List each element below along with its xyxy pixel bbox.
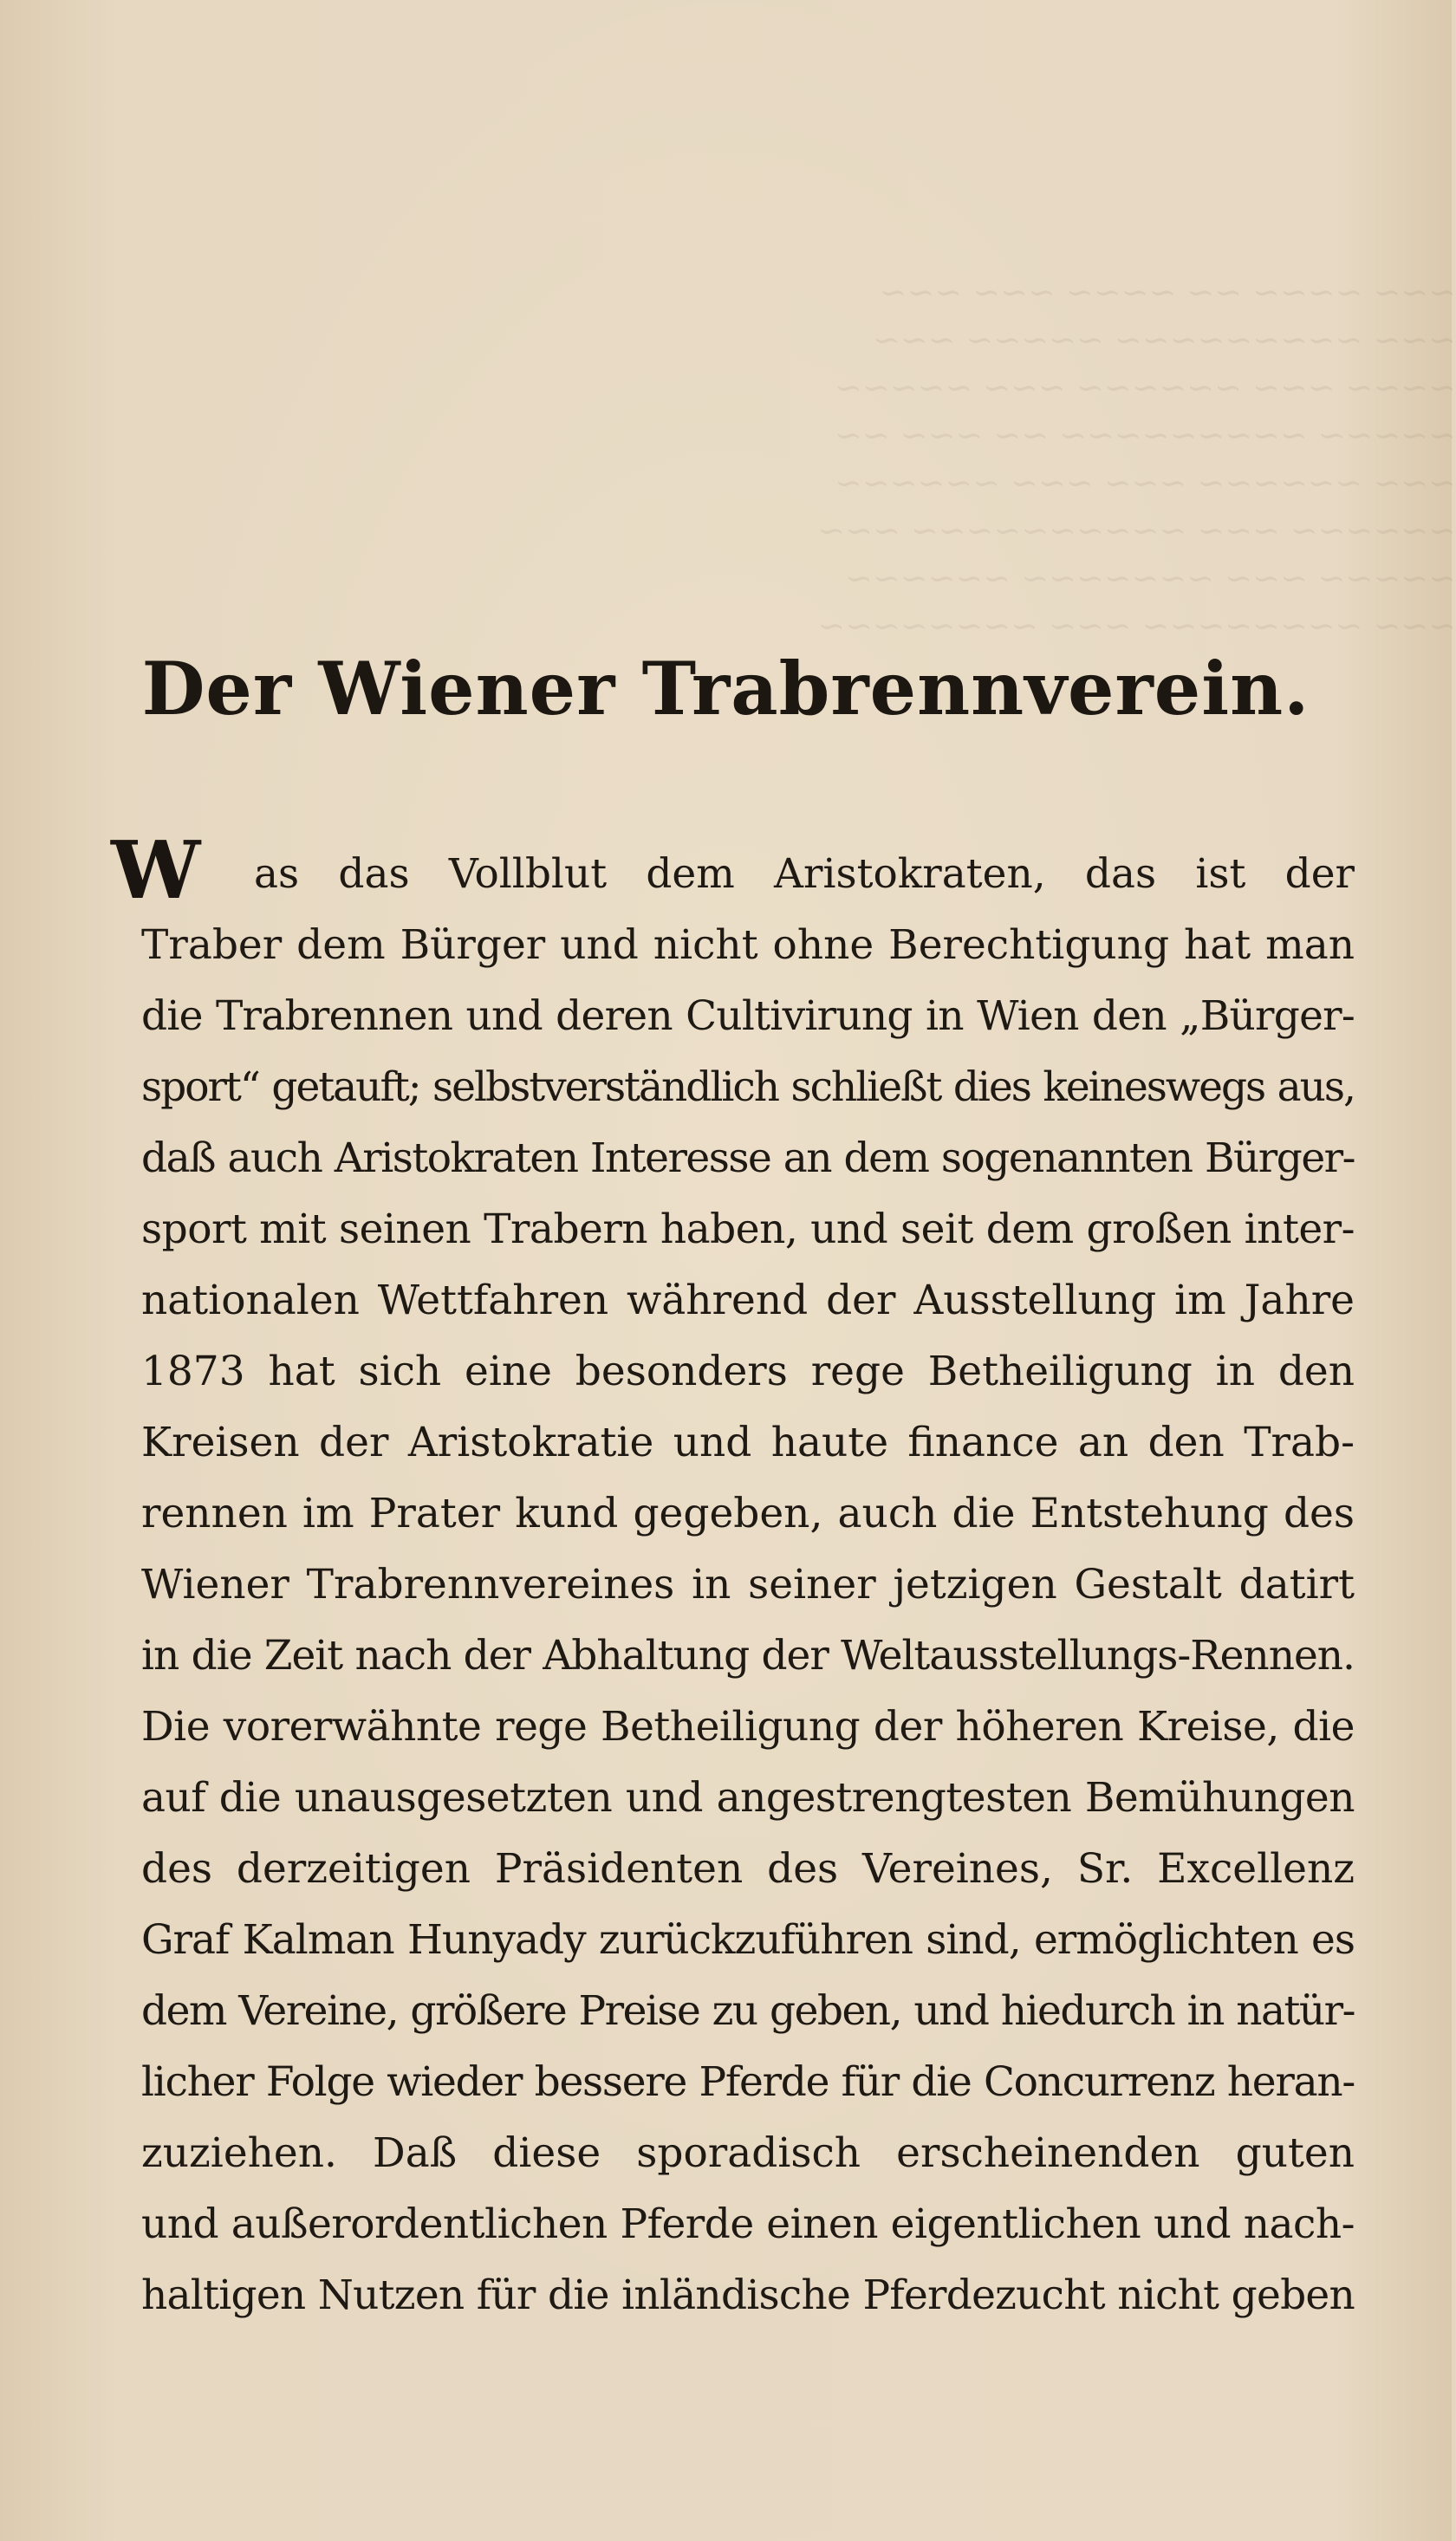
text-line: 1873 hat sich eine besonders rege Betheiligung in den xyxy=(141,1348,1355,1395)
text-line: des derzeitigen Präsidenten des Vereines, Sr. Excellenz xyxy=(141,1845,1355,1893)
text-line: sport“ getauft; selbstverständlich schließt dies keineswegs aus, xyxy=(141,1063,1355,1111)
text-line: und außerordentlichen Pferde einen eigentlichen und nach- xyxy=(141,2200,1355,2248)
text-line: as das Vollblut dem Aristokraten, das ist der xyxy=(254,850,1355,898)
drop-cap: W xyxy=(111,823,201,917)
text-line: Wiener Trabrennvereines in seiner jetzigen Gestalt datirt xyxy=(141,1561,1355,1608)
text-line: Traber dem Bürger und nicht ohne Berechtigung hat man xyxy=(141,921,1355,969)
text-line: auf die unausgesetzten und angestrengtesten Bemühungen xyxy=(141,1774,1355,1822)
text-line: Die vorerwähnte rege Betheiligung der höheren Kreise, die xyxy=(141,1703,1355,1751)
text-line: haltigen Nutzen für die inländische Pferdezucht nicht geben xyxy=(141,2271,1355,2319)
show-through-text: ~~~ ~~~~ ~~ ~~~~ ~~~ ~~~ ~~~ ~~~~~~~~~ ~~~~~ ~~~ ~~~~ ~~~ ~~~~~~ ~~~ ~~~~~ ~~~~~ ~~~~~~~~~ ~~ ~~~ ~~ ~~~ ~~~~~~ ~~~ ~~~ ~~~~~~ ~~~~~~ ~~~ ~~~~~~~~~~ ~~~ ~~~~~ ~~~ ~~~~~~~ ~~~~~~ ~~~ ~~~~~~~~ ~~~ ~~~~~~~~ xyxy=(817,273,1456,645)
text-line: daß auch Aristokraten Interesse an dem sogenannten Bürger- xyxy=(141,1134,1355,1182)
text-line: sport mit seinen Trabern haben, und seit dem großen inter- xyxy=(141,1206,1355,1253)
text-line: dem Vereine, größere Preise zu geben, und hiedurch in natür- xyxy=(141,1987,1355,2035)
text-line: die Trabrennen und deren Cultivirung in Wien den „Bürger- xyxy=(141,992,1355,1040)
text-line: licher Folge wieder bessere Pferde für die Concurrenz heran- xyxy=(141,2058,1355,2106)
text-line: Kreisen der Aristokratie und haute finance an den Trab- xyxy=(141,1419,1355,1466)
text-line: nationalen Wettfahren während der Ausstellung im Jahre xyxy=(141,1277,1355,1324)
text-line: Graf Kalman Hunyady zurückzuführen sind, ermöglichten es xyxy=(141,1916,1355,1964)
body-text xyxy=(141,839,1355,2331)
page-title: Der Wiener Trabrennverein. xyxy=(141,646,1310,731)
text-line: zuziehen. Daß diese sporadisch erscheinenden guten xyxy=(141,2129,1355,2177)
text-line: in die Zeit nach der Abhaltung der Weltausstellungs-Rennen. xyxy=(141,1632,1355,1680)
text-line: rennen im Prater kund gegeben, auch die Entstehung des xyxy=(141,1490,1355,1537)
